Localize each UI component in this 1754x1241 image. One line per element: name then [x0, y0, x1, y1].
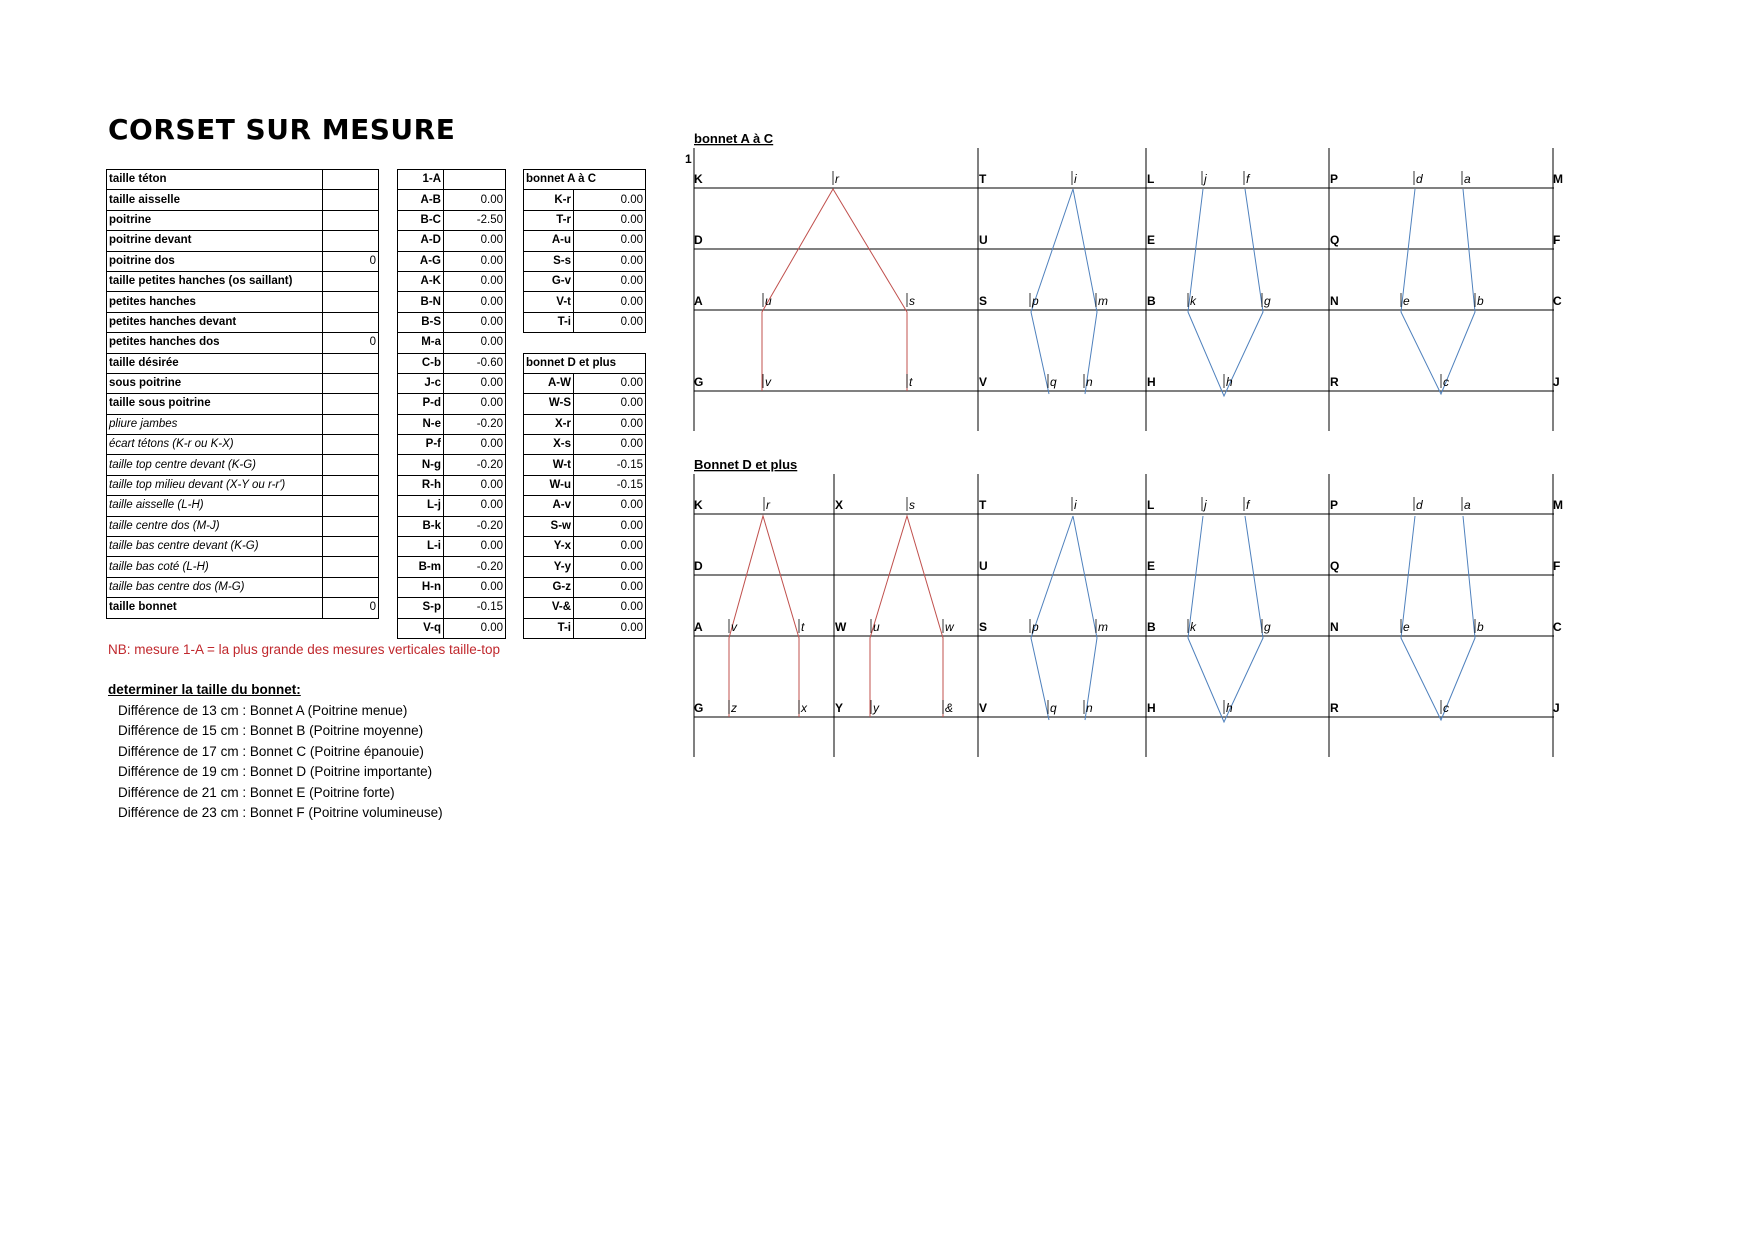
row-label: G	[694, 375, 704, 389]
row-label: J	[1553, 375, 1560, 389]
cup-offset-value: 0.00	[574, 537, 646, 557]
row-label: U	[979, 559, 988, 573]
point-label: z	[731, 701, 737, 715]
row-label: M	[1553, 498, 1563, 512]
point-label: t	[801, 620, 805, 634]
measurement-label: écart tétons (K-r ou K-X)	[107, 435, 323, 455]
offset-value: -2.50	[444, 210, 506, 230]
cup-size-line: Différence de 21 cm : Bonnet E (Poitrine forte)	[118, 784, 395, 800]
section-title-d: Bonnet D et plus	[694, 457, 798, 472]
offset-key: 1-A	[398, 170, 444, 190]
note-text: NB: mesure 1-A = la plus grande des mesures verticales taille-top	[108, 642, 501, 657]
offset-key: H-n	[398, 577, 444, 597]
offset-value: 0.00	[444, 475, 506, 495]
cup-offset-key: V-&	[524, 598, 574, 618]
offset-value: -0.20	[444, 516, 506, 536]
point-label: u	[873, 620, 880, 634]
row-label: N	[1330, 294, 1339, 308]
point-label: k	[1190, 620, 1196, 634]
point-label: n	[1086, 701, 1093, 715]
point-label: y	[873, 701, 879, 715]
offset-value: 0.00	[444, 537, 506, 557]
cup-offset-key: G-v	[524, 271, 574, 291]
row-label: X	[835, 498, 844, 512]
cup-offset-value: 0.00	[574, 190, 646, 210]
point-label: v	[731, 620, 737, 634]
point-label: c	[1443, 375, 1449, 389]
pattern-piece-outline	[1188, 516, 1263, 722]
row-label: Q	[1330, 233, 1340, 247]
offset-value: 0.00	[444, 271, 506, 291]
point-label: f	[1246, 498, 1250, 512]
point-label: q	[1050, 701, 1057, 715]
cup-offset-key: Y-y	[524, 557, 574, 577]
measurement-label: poitrine	[107, 210, 323, 230]
row-label: T	[979, 498, 987, 512]
row-label: A	[694, 294, 703, 308]
row-label: V	[979, 375, 988, 389]
measurement-label: taille désirée	[107, 353, 323, 373]
row-label: R	[1330, 701, 1339, 715]
offset-key: P-d	[398, 394, 444, 414]
row-label: N	[1330, 620, 1339, 634]
row-label: J	[1553, 701, 1560, 715]
row-label: E	[1147, 559, 1156, 573]
offset-value: -0.20	[444, 455, 506, 475]
point-label: &	[945, 701, 954, 715]
cup-offset-key: X-r	[524, 414, 574, 434]
corner-label: 1	[685, 152, 692, 166]
pattern-piece-outline	[762, 189, 907, 391]
offset-value: 0.00	[444, 312, 506, 332]
point-label: x	[801, 701, 807, 715]
cup-offset-value: 0.00	[574, 577, 646, 597]
pattern-piece-outline	[870, 516, 943, 717]
cup-offset-value: 0.00	[574, 516, 646, 536]
point-label: b	[1477, 294, 1484, 308]
cup-offset-value: 0.00	[574, 373, 646, 393]
pattern-piece-outline	[1188, 189, 1263, 396]
point-label: s	[909, 498, 915, 512]
point-label: a	[1464, 498, 1471, 512]
cup-offset-key: T-i	[524, 618, 574, 638]
pattern-piece-outline	[1031, 189, 1073, 394]
row-label: H	[1147, 701, 1156, 715]
row-label: E	[1147, 233, 1156, 247]
cup-offset-key: S-s	[524, 251, 574, 271]
point-label: u	[765, 294, 772, 308]
point-label: b	[1477, 620, 1484, 634]
row-label: D	[694, 233, 703, 247]
cup-offset-key: A-u	[524, 231, 574, 251]
cup-offset-key: W-S	[524, 394, 574, 414]
row-label: P	[1330, 498, 1339, 512]
cup-offset-value: -0.15	[574, 475, 646, 495]
row-label: S	[979, 294, 988, 308]
point-label: d	[1416, 172, 1423, 186]
row-label: C	[1553, 294, 1562, 308]
cup-offset-value: 0.00	[574, 435, 646, 455]
cup-offset-value: 0.00	[574, 251, 646, 271]
offset-key: N-g	[398, 455, 444, 475]
offset-key: A-B	[398, 190, 444, 210]
row-label: B	[1147, 294, 1156, 308]
point-label: g	[1264, 620, 1271, 634]
cup-offset-key: K-r	[524, 190, 574, 210]
point-label: r	[766, 498, 770, 512]
cup-offset-value: 0.00	[574, 496, 646, 516]
offset-key: L-j	[398, 496, 444, 516]
point-label: a	[1464, 172, 1471, 186]
row-label: D	[694, 559, 703, 573]
cup-size-line: Différence de 23 cm : Bonnet F (Poitrine volumineuse)	[118, 805, 443, 820]
point-label: g	[1264, 294, 1271, 308]
pattern-piece-outline	[1031, 516, 1073, 720]
offset-key: P-f	[398, 435, 444, 455]
cup-offset-value: 0.00	[574, 210, 646, 230]
row-label: M	[1553, 172, 1563, 186]
point-label: i	[1074, 498, 1077, 512]
row-label: T	[979, 172, 987, 186]
measurement-label: taille bas coté (L-H)	[107, 557, 323, 577]
offset-value: -0.15	[444, 598, 506, 618]
offset-key: N-e	[398, 414, 444, 434]
point-label: c	[1443, 701, 1449, 715]
offset-value: 0.00	[444, 577, 506, 597]
offset-key: B-C	[398, 210, 444, 230]
offset-key: A-D	[398, 231, 444, 251]
offset-key: A-K	[398, 271, 444, 291]
cup-offset-key: A-W	[524, 373, 574, 393]
pattern-piece-outline	[1073, 516, 1097, 720]
measurement-label: petites hanches devant	[107, 312, 323, 332]
cup-offset-key: A-v	[524, 496, 574, 516]
cup-offset-key: X-s	[524, 435, 574, 455]
offset-key: J-c	[398, 373, 444, 393]
measurement-value: 0	[323, 333, 379, 353]
offset-value: 0.00	[444, 618, 506, 638]
cup-size-line: Différence de 17 cm : Bonnet C (Poitrine épanouie)	[118, 743, 424, 759]
measurement-label: taille top centre devant (K-G)	[107, 455, 323, 475]
row-label: H	[1147, 375, 1156, 389]
cup-offset-value: 0.00	[574, 271, 646, 291]
row-label: W	[835, 620, 847, 634]
point-label: h	[1226, 701, 1233, 715]
cup-offset-value: 0.00	[574, 231, 646, 251]
point-label: m	[1098, 620, 1108, 634]
point-label: m	[1098, 294, 1108, 308]
offset-value: -0.20	[444, 557, 506, 577]
measurement-label: poitrine dos	[107, 251, 323, 271]
offset-value: 0.00	[444, 190, 506, 210]
offset-key: B-N	[398, 292, 444, 312]
cup-offset-value: 0.00	[574, 557, 646, 577]
row-label: C	[1553, 620, 1562, 634]
cup-offset-key: V-t	[524, 292, 574, 312]
row-label: A	[694, 620, 703, 634]
measurement-label: taille sous poitrine	[107, 394, 323, 414]
point-label: w	[945, 620, 954, 634]
point-label: n	[1086, 375, 1093, 389]
cup-offset-value: 0.00	[574, 394, 646, 414]
cup-offset-key: G-z	[524, 577, 574, 597]
row-label: P	[1330, 172, 1339, 186]
row-label: K	[694, 172, 703, 186]
offset-key: M-a	[398, 333, 444, 353]
row-label: F	[1553, 559, 1561, 573]
cup-offset-value: -0.15	[574, 455, 646, 475]
pattern-piece-outline	[1401, 189, 1475, 394]
row-label: R	[1330, 375, 1339, 389]
row-label: B	[1147, 620, 1156, 634]
measurement-label: taille top milieu devant (X-Y ou r-r')	[107, 475, 323, 495]
measurement-label: taille petites hanches (os saillant)	[107, 271, 323, 291]
offset-value: 0.00	[444, 292, 506, 312]
row-label: S	[979, 620, 988, 634]
pattern-piece-outline	[1073, 189, 1097, 394]
row-label: Q	[1330, 559, 1340, 573]
offset-key: V-q	[398, 618, 444, 638]
point-label: r	[835, 172, 839, 186]
offset-key: L-i	[398, 537, 444, 557]
measurement-label: taille aisselle	[107, 190, 323, 210]
point-label: e	[1403, 620, 1410, 634]
point-label: k	[1190, 294, 1196, 308]
row-label: Y	[835, 701, 844, 715]
measurement-value: 0	[323, 598, 379, 618]
offset-value: 0.00	[444, 394, 506, 414]
offset-value: 0.00	[444, 333, 506, 353]
point-label: j	[1204, 172, 1207, 186]
offset-key: B-k	[398, 516, 444, 536]
cup-offset-value: 0.00	[574, 414, 646, 434]
pattern-piece-outline	[1401, 516, 1475, 720]
row-label: L	[1147, 498, 1155, 512]
offset-value: 0.00	[444, 496, 506, 516]
point-label: e	[1403, 294, 1410, 308]
point-label: h	[1226, 375, 1233, 389]
cup-offset-key: S-w	[524, 516, 574, 536]
offset-value: 0.00	[444, 251, 506, 271]
cup-table-header: bonnet A à C	[524, 170, 646, 190]
cup-offset-value: 0.00	[574, 292, 646, 312]
offset-key: B-m	[398, 557, 444, 577]
pattern-piece-outline	[729, 516, 799, 717]
point-label: i	[1074, 172, 1077, 186]
offset-value: -0.60	[444, 353, 506, 373]
row-label: G	[694, 701, 704, 715]
measurement-label: taille bas centre devant (K-G)	[107, 537, 323, 557]
row-label: F	[1553, 233, 1561, 247]
cup-offset-key: T-r	[524, 210, 574, 230]
measurement-label: taille téton	[107, 170, 323, 190]
cup-size-line: Différence de 15 cm : Bonnet B (Poitrine moyenne)	[118, 723, 424, 739]
measurement-label: sous poitrine	[107, 373, 323, 393]
section-title-ac: bonnet A à C	[694, 131, 774, 146]
point-label: p	[1032, 294, 1039, 308]
cup-offset-value: 0.00	[574, 618, 646, 638]
cup-offset-key: W-t	[524, 455, 574, 475]
cup-offset-value: 0.00	[574, 312, 646, 332]
cup-offset-value: 0.00	[574, 598, 646, 618]
offset-key: B-S	[398, 312, 444, 332]
point-label: t	[909, 375, 913, 389]
point-label: v	[765, 375, 771, 389]
measurement-label: petites hanches	[107, 292, 323, 312]
row-label: L	[1147, 172, 1155, 186]
measurement-label: taille bonnet	[107, 598, 323, 618]
measurement-label: taille centre dos (M-J)	[107, 516, 323, 536]
offset-key: S-p	[398, 598, 444, 618]
offset-value: 0.00	[444, 373, 506, 393]
point-label: d	[1416, 498, 1423, 512]
measurement-value: 0	[323, 251, 379, 271]
measurement-label: taille aisselle (L-H)	[107, 496, 323, 516]
row-label: K	[694, 498, 703, 512]
point-label: f	[1246, 172, 1250, 186]
measurement-label: taille bas centre dos (M-G)	[107, 577, 323, 597]
row-label: U	[979, 233, 988, 247]
point-label: q	[1050, 375, 1057, 389]
offset-value: 0.00	[444, 231, 506, 251]
cup-offset-key: T-i	[524, 312, 574, 332]
page-title: CORSET SUR MESURE	[108, 113, 456, 146]
cup-offset-key: W-u	[524, 475, 574, 495]
row-label: V	[979, 701, 988, 715]
cup-table-header: bonnet D et plus	[524, 353, 646, 373]
point-label: p	[1032, 620, 1039, 634]
point-label: j	[1204, 498, 1207, 512]
cup-size-line: Différence de 13 cm : Bonnet A (Poitrine menue)	[118, 703, 408, 718]
offset-value: 0.00	[444, 435, 506, 455]
cup-offset-key: Y-x	[524, 537, 574, 557]
measurement-label: poitrine devant	[107, 231, 323, 251]
offset-value: -0.20	[444, 414, 506, 434]
offset-key: C-b	[398, 353, 444, 373]
measurement-label: petites hanches dos	[107, 333, 323, 353]
cup-size-line: Différence de 19 cm : Bonnet D (Poitrine importante)	[118, 764, 433, 780]
offset-key: R-h	[398, 475, 444, 495]
cup-size-title: determiner la taille du bonnet:	[108, 682, 301, 697]
offset-key: A-G	[398, 251, 444, 271]
point-label: s	[909, 294, 915, 308]
measurement-label: pliure jambes	[107, 414, 323, 434]
